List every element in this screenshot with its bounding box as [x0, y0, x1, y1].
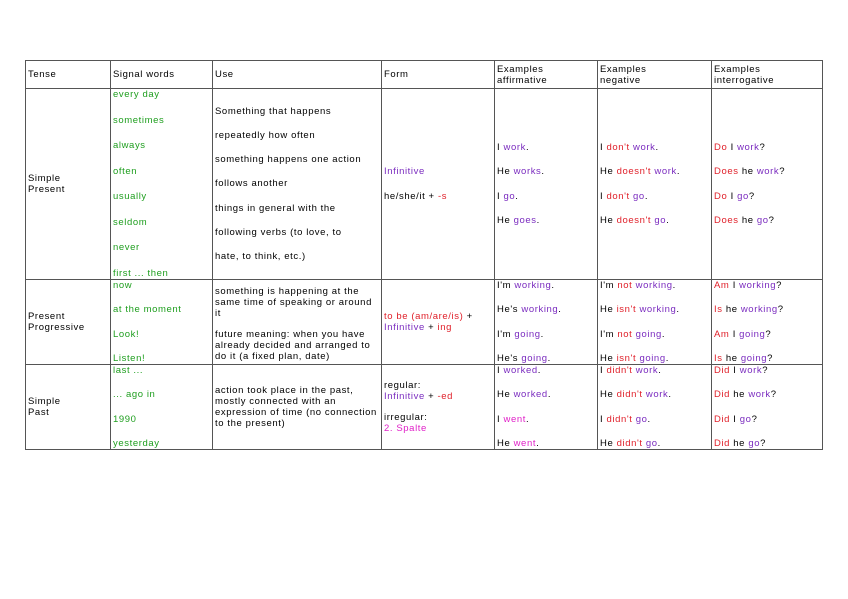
example-interrogative [714, 389, 820, 400]
signal-word: yesterday [113, 437, 160, 449]
tense-line2: Present [28, 184, 65, 195]
form-suffix-ing: ing [437, 322, 452, 333]
text-segment: he [730, 389, 749, 401]
tense-line1: Present [28, 311, 65, 322]
text-segment: not [617, 280, 633, 291]
text-segment: He [600, 166, 617, 178]
use-text: something is happening at the same time of speaking or around it [215, 286, 372, 319]
form-infinitive: Infinitive [384, 166, 425, 177]
example-affirmative [497, 142, 595, 153]
text-segment: I [727, 142, 738, 153]
text-segment: . [676, 304, 680, 316]
text-segment: working [635, 280, 673, 291]
text-segment: I [600, 413, 607, 425]
example-negative [600, 329, 709, 340]
header-use: Use [213, 61, 382, 89]
text-segment: ? [748, 190, 755, 202]
text-segment: going [639, 352, 666, 364]
example-negative [600, 438, 709, 449]
tense-line2: Progressive [28, 322, 85, 333]
text-segment: ? [768, 214, 775, 226]
tense-simple-past [26, 365, 111, 450]
use-text: action took place in the past, mostly connected with an expression of time (no connection to the present) [215, 385, 377, 429]
example-affirmative [497, 191, 595, 202]
tense-line1: Simple [28, 396, 61, 407]
header-examples-affirmative [495, 61, 598, 89]
text-segment: . [666, 214, 670, 226]
header-tense: Tense [26, 61, 111, 89]
form-cell [382, 89, 495, 280]
tenses-table [25, 60, 823, 450]
signal-words-cell [111, 280, 213, 365]
text-segment: Did [714, 413, 731, 425]
text-segment: work [748, 389, 771, 401]
text-segment: . [668, 389, 672, 401]
text-segment: go [654, 214, 667, 226]
text-segment: He's [497, 352, 522, 364]
examples-interrogative-cell [712, 89, 823, 280]
tense-line1: Simple [28, 173, 61, 184]
examples-affirmative-cell [495, 89, 598, 280]
text-segment: He [600, 352, 617, 364]
text-segment: . [525, 413, 530, 425]
example-interrogative [714, 414, 820, 425]
text-segment: working [514, 280, 552, 291]
text-segment: I [600, 190, 607, 202]
text-segment: I'm [600, 328, 618, 340]
use-line: following verbs (to love, to [215, 226, 342, 238]
text-segment: don't [606, 142, 630, 153]
header-int-line2: interrogative [714, 74, 775, 86]
form-cell [382, 280, 495, 365]
header-neg-line2: negative [600, 74, 641, 86]
text-segment: he [730, 437, 749, 449]
row-present-progressive [26, 280, 823, 365]
text-segment: going [740, 352, 768, 364]
examples-interrogative-cell [712, 365, 823, 450]
text-segment: . [541, 166, 545, 178]
signal-word: never [113, 242, 140, 254]
signal-word: Listen! [113, 352, 146, 364]
text-segment: go [503, 190, 516, 202]
text-segment: worked [513, 389, 548, 401]
example-negative [600, 142, 709, 153]
form-infinitive: Infinitive [384, 322, 425, 333]
text-segment: . [655, 142, 659, 153]
example-affirmative [497, 365, 595, 376]
text-segment: ? [751, 413, 758, 425]
text-segment: . [547, 352, 551, 364]
text-segment: . [658, 365, 662, 376]
text-segment: ? [762, 365, 769, 376]
row-simple-present [26, 89, 823, 280]
text-segment: Am [714, 280, 730, 291]
text-segment: ? [760, 437, 766, 449]
text-segment: He [497, 437, 514, 449]
text-segment: go [645, 437, 658, 449]
form-plus: + [424, 322, 438, 333]
text-segment: He [600, 437, 617, 449]
example-negative [600, 191, 709, 202]
text-segment: go [737, 190, 749, 202]
example-negative [600, 353, 709, 364]
signal-word: at the moment [113, 304, 182, 316]
text-segment: went [503, 413, 526, 425]
text-segment: work [654, 166, 677, 178]
text-segment: go [739, 413, 752, 425]
text-segment: Does [714, 166, 739, 178]
text-segment: goes [513, 214, 537, 226]
text-segment: ? [765, 328, 772, 340]
signal-word: ... ago in [113, 389, 156, 401]
use-line: Something that happens [215, 106, 332, 117]
text-segment: I'm [497, 280, 515, 291]
text-segment: . [661, 328, 666, 340]
text-segment: work [635, 365, 659, 376]
use-line: things in general with the [215, 202, 336, 214]
header-neg-line1: Examples [600, 63, 647, 75]
text-segment: . [676, 166, 681, 178]
use-text: future meaning: when you have already decided and arranged to do it (a fixed plan, date) [215, 329, 371, 362]
text-segment: go [748, 437, 761, 449]
examples-interrogative-cell [712, 280, 823, 365]
signal-word: often [113, 165, 138, 177]
text-segment: work [503, 142, 526, 153]
text-segment: I [727, 190, 738, 202]
signal-word: last ... [113, 365, 144, 376]
text-segment: he [738, 214, 757, 226]
example-affirmative [497, 329, 595, 340]
text-segment: I [729, 328, 740, 340]
example-negative [600, 166, 709, 177]
text-segment: go [756, 214, 769, 226]
example-negative [600, 280, 709, 291]
text-segment: I'm [600, 280, 618, 291]
text-segment: worked [503, 365, 538, 376]
text-segment: I [497, 190, 504, 202]
form-suffix-ed: -ed [437, 391, 454, 402]
text-segment: Did [714, 389, 731, 401]
use-line: hate, to think, etc.) [215, 250, 306, 262]
text-segment: I [497, 413, 504, 425]
text-segment: He [600, 304, 617, 316]
text-segment: go [635, 413, 648, 425]
tense-present-progressive [26, 280, 111, 365]
row-simple-past [26, 365, 823, 450]
signal-word: every day [113, 89, 160, 100]
text-segment: . [515, 190, 519, 202]
use-line: something happens one action [215, 154, 362, 166]
text-segment: don't [606, 190, 630, 202]
tense-line2: Past [28, 407, 50, 418]
text-segment: didn't [616, 389, 643, 401]
text-segment: didn't [606, 365, 633, 376]
text-segment: Do [714, 142, 728, 153]
header-signal-words: Signal words [111, 61, 213, 89]
text-segment: ? [770, 389, 777, 401]
form-to-be: to be (am/are/is) [384, 311, 464, 322]
text-segment: Do [714, 190, 728, 202]
text-segment: . [537, 365, 541, 376]
text-segment: ? [767, 352, 773, 364]
signal-word: usually [113, 191, 147, 203]
text-segment: work [645, 389, 669, 401]
form-regular-label: regular: [384, 380, 422, 391]
text-segment: . [540, 328, 544, 340]
text-segment: Does [714, 214, 739, 226]
signal-word: now [113, 280, 133, 291]
text-segment: ? [759, 142, 766, 153]
header-form: Form [382, 61, 495, 89]
form-irregular-label: irregular: [384, 412, 428, 423]
text-segment: he [738, 166, 757, 178]
signal-word: Look! [113, 328, 140, 340]
form-plus: + [424, 391, 438, 402]
text-segment: . [558, 304, 562, 316]
examples-negative-cell [598, 365, 712, 450]
text-segment: I [497, 142, 504, 153]
text-segment: He [600, 214, 617, 226]
text-segment: . [547, 389, 552, 401]
text-segment: working [740, 304, 778, 316]
examples-negative-cell [598, 280, 712, 365]
text-segment: I'm [497, 328, 515, 340]
use-line: repeatedly how often [215, 130, 316, 142]
example-negative [600, 304, 709, 315]
example-interrogative [714, 438, 820, 449]
text-segment: went [513, 437, 537, 449]
header-aff-line1: Examples [497, 63, 544, 75]
examples-affirmative-cell [495, 365, 598, 450]
example-affirmative [497, 215, 595, 226]
example-interrogative [714, 353, 820, 364]
text-segment: going [739, 328, 766, 340]
text-segment: He [600, 389, 617, 401]
example-negative [600, 365, 709, 376]
text-segment: Did [714, 437, 731, 449]
example-negative [600, 215, 709, 226]
signal-words-cell [111, 365, 213, 450]
text-segment: doesn't [616, 166, 652, 178]
text-segment: I [600, 142, 607, 153]
example-interrogative [714, 215, 820, 226]
text-segment: work [633, 142, 656, 153]
text-segment: . [551, 280, 555, 291]
example-interrogative [714, 142, 820, 153]
example-interrogative [714, 191, 820, 202]
text-segment: he [722, 352, 741, 364]
text-segment: going [635, 328, 662, 340]
example-negative [600, 414, 709, 425]
text-segment: Is [714, 352, 723, 364]
example-affirmative [497, 438, 595, 449]
signal-word: 1990 [113, 413, 137, 425]
text-segment: didn't [606, 413, 633, 425]
signal-word: seldom [113, 216, 148, 228]
text-segment: not [617, 328, 633, 340]
text-segment: He [497, 389, 514, 401]
text-segment: isn't [616, 352, 637, 364]
form-cell [382, 365, 495, 450]
text-segment: . [647, 413, 651, 425]
text-segment: go [633, 190, 645, 202]
header-int-line1: Examples [714, 63, 761, 75]
example-interrogative [714, 329, 820, 340]
text-segment: He [497, 214, 514, 226]
header-examples-interrogative [712, 61, 823, 89]
text-segment: works [513, 166, 542, 178]
header-examples-negative [598, 61, 712, 89]
use-line: follows another [215, 178, 288, 190]
form-infinitive: Infinitive [384, 391, 425, 402]
text-segment: He [497, 166, 514, 178]
form-he-she-it: he/she/it + [384, 191, 438, 202]
text-segment: working [639, 304, 677, 316]
example-interrogative [714, 280, 820, 291]
text-segment: Am [714, 328, 730, 340]
example-affirmative [497, 389, 595, 400]
text-segment: . [536, 437, 540, 449]
examples-affirmative-cell [495, 280, 598, 365]
example-affirmative [497, 304, 595, 315]
text-segment: Did [714, 365, 731, 376]
signal-words-cell [111, 89, 213, 280]
example-interrogative [714, 304, 820, 315]
signal-word: sometimes [113, 114, 165, 126]
text-segment: work [756, 166, 780, 178]
example-interrogative [714, 166, 820, 177]
header-row [26, 61, 823, 89]
text-segment: ? [779, 166, 786, 178]
signal-word: first ... then [113, 267, 169, 279]
text-segment: working [521, 304, 559, 316]
form-suffix-s: -s [437, 191, 448, 202]
text-segment: I [729, 280, 740, 291]
example-affirmative [497, 353, 595, 364]
example-interrogative [714, 365, 820, 376]
form-plus: + [463, 311, 473, 322]
text-segment: . [657, 437, 661, 449]
header-aff-line2: affirmative [497, 74, 548, 86]
form-irregular-hint: 2. Spalte [384, 423, 427, 434]
text-segment: Is [714, 304, 723, 316]
example-affirmative [497, 280, 595, 291]
text-segment: . [644, 190, 649, 202]
text-segment: . [536, 214, 540, 226]
text-segment: going [514, 328, 541, 340]
text-segment: ? [776, 280, 782, 291]
text-segment: . [665, 352, 669, 364]
example-affirmative [497, 414, 595, 425]
text-segment: working [739, 280, 777, 291]
text-segment: going [521, 352, 548, 364]
text-segment: I [730, 365, 740, 376]
example-negative [600, 389, 709, 400]
text-segment: didn't [616, 437, 643, 449]
signal-word: always [113, 140, 146, 152]
text-segment: I [730, 413, 740, 425]
text-segment: . [672, 280, 676, 291]
text-segment: ? [777, 304, 784, 316]
text-segment: He's [497, 304, 522, 316]
use-cell [213, 280, 382, 365]
text-segment: . [525, 142, 530, 153]
text-segment: I [600, 365, 607, 376]
text-segment: isn't [616, 304, 637, 316]
tense-simple-present [26, 89, 111, 280]
text-segment: doesn't [616, 214, 652, 226]
example-affirmative [497, 166, 595, 177]
examples-negative-cell [598, 89, 712, 280]
use-cell [213, 89, 382, 280]
text-segment: he [722, 304, 741, 316]
text-segment: work [739, 365, 763, 376]
text-segment: I [497, 365, 504, 376]
text-segment: work [737, 142, 760, 153]
use-cell [213, 365, 382, 450]
